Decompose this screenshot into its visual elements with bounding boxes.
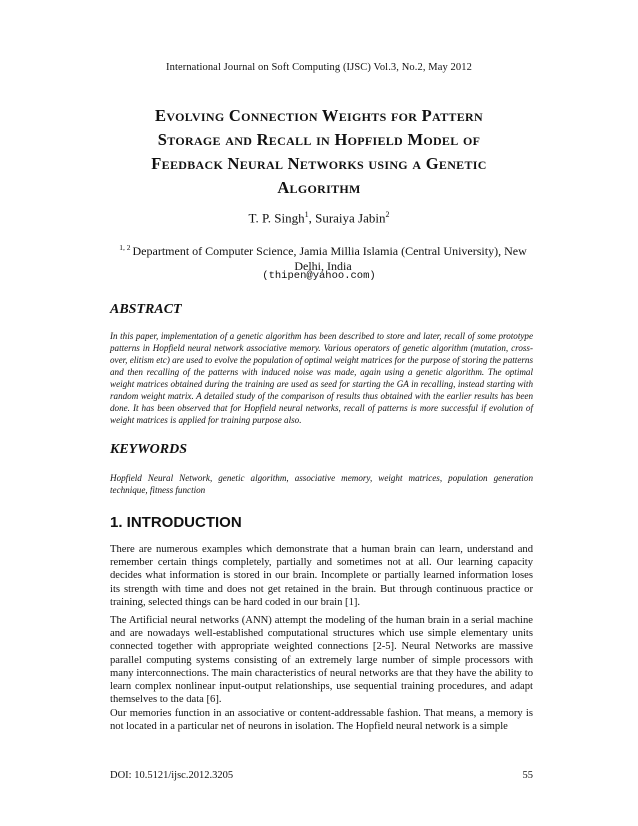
affiliation-mark: 1, 2 xyxy=(119,243,131,252)
title-line-1: Evolving Connection Weights for Pattern xyxy=(155,106,483,125)
author-line xyxy=(0,210,638,226)
intro-paragraph-3: Our memories function in an associative or content-addressable fashion. That means, a memory is not located in a particular net of neurons in isolation. The Hopfield neural network is a simple xyxy=(110,708,533,733)
footer-doi: DOI: 10.5121/ijsc.2012.3205 xyxy=(110,770,234,781)
affiliation xyxy=(108,240,538,274)
keywords-heading: KEYWORDS xyxy=(110,442,188,457)
title-line-3: Feedback Neural Networks using a Genetic xyxy=(151,154,487,173)
intro-paragraph-1: There are numerous examples which demonstrate that a human brain can learn, understand and remember certain things completely, partially and sometimes not at all. Our learning capacity decides what information is stored in our brain. Incomplete or partially learned information loses its strength with time and does not get retained in the brain. But through continuous practice or training, selected things can be hard coded in our brain [1]. xyxy=(110,544,533,608)
author-2: Suraiya Jabin xyxy=(315,210,386,226)
page-number: 55 xyxy=(522,770,533,781)
author-2-affiliation-mark: 2 xyxy=(385,210,390,219)
abstract-heading: ABSTRACT xyxy=(110,302,182,317)
author-1: T. P. Singh xyxy=(248,210,305,226)
paper-title xyxy=(100,104,538,200)
author-separator: , xyxy=(308,210,316,226)
title-line-2: Storage and Recall in Hopfield Model of xyxy=(157,130,481,149)
title-line-4: Algorithm xyxy=(277,178,361,197)
author-email: (thipen@yahoo.com) xyxy=(262,270,376,282)
journal-header: International Journal on Soft Computing (IJSC) Vol.3, No.2, May 2012 xyxy=(166,62,472,73)
affiliation-text: Department of Computer Science, Jamia Millia Islamia (Central University), New Delhi, India xyxy=(132,244,527,273)
introduction-heading: 1. INTRODUCTION xyxy=(110,514,242,531)
author-1-affiliation-mark: 1 xyxy=(304,210,309,219)
keywords-text: Hopfield Neural Network, genetic algorithm, associative memory, weight matrices, population generation technique, fitness function xyxy=(110,473,533,495)
intro-paragraph-2: The Artificial neural networks (ANN) attempt the modeling of the human brain in a serial machine and are nowadays well-established computational structures which use simple elementary units connected together with appropriate weighted connections [2-5]. Neural Networks are massive parallel computing systems consisting of an extremely large number of simple processors with many interconnections. The main characteristics of neural networks are that they have the ability to learn complex nonlinear input-output relationships, use sequential training procedures, and adapt themselves to the data [6]. xyxy=(110,615,533,706)
abstract-text: In this paper, implementation of a genetic algorithm has been described to store and later, recall of some prototype patterns in Hopfield neural network associative memory. Various operators of genetic algorithm (mutation, cross-over, elitism etc) are used to evolve the population of optimal weight matrices for the purpose of storing the patterns and then recalling of the patterns with induced noise was made, again using a genetic algorithm. The optimal weight matrices obtained during the training are used as seed for starting the GA in recalling, instead starting with random weight matrix. A detailed study of the comparison of results thus obtained with the earlier results has been done. It has been observed that for Hopfield neural networks, recall of patterns is more successful if evolution of weight matrices is applied for training purpose also. xyxy=(110,331,533,425)
